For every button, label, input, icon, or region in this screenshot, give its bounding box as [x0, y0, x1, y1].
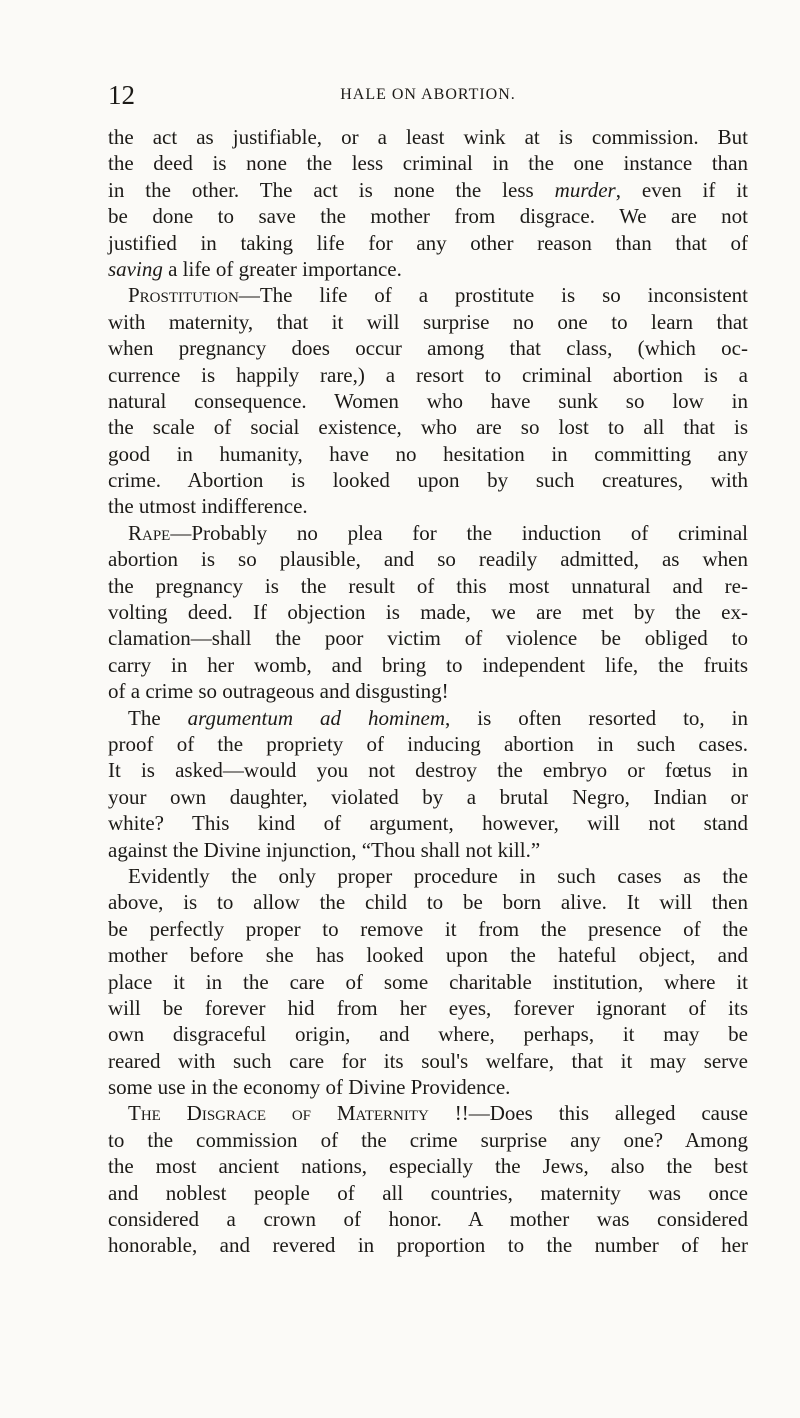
text-line: your own daughter, violated by a brutal Negro, Indian or — [108, 784, 748, 809]
text-line: natural consequence. Women who have sunk so low in — [108, 388, 748, 413]
text-line: currence is happily rare,) a resort to criminal abortion is a — [108, 362, 748, 387]
section-heading-prostitution: Prostitution — [128, 283, 239, 308]
section-heading-disgrace: The Disgrace of Maternity ! — [128, 1101, 462, 1126]
text-line: The Disgrace of Maternity !!—Does this alleged cause — [128, 1101, 748, 1126]
text-line: of a crime so outrageous and disgusting! — [108, 679, 449, 704]
text-line: white? This kind of argument, however, will not stand — [108, 811, 748, 836]
text-line: the deed is none the less criminal in the one instance than — [108, 151, 748, 176]
text-line: be perfectly proper to remove it from the presence of the — [108, 916, 748, 941]
page-header — [108, 80, 748, 112]
text-line: considered a crown of honor. A mother was considered — [108, 1207, 748, 1232]
text-line: in the other. The act is none the less murder, even if it — [108, 177, 749, 202]
text-line: the pregnancy is the result of this most unnatural and re- — [108, 573, 748, 598]
text-line: above, is to allow the child to be born alive. It will then — [108, 890, 748, 915]
text-line: justified in taking life for any other reason than that of — [108, 230, 748, 255]
text-line: volting deed. If objection is made, we are met by the ex- — [108, 600, 748, 625]
text-line: will be forever hid from her eyes, forever ignorant of its — [108, 995, 748, 1020]
text-line: saving a life of greater importance. — [108, 256, 402, 281]
text-line: mother before she has looked upon the hateful object, and — [108, 943, 748, 968]
text-line: Prostitution—The life of a prostitute is so inconsistent — [128, 283, 748, 308]
text-line: place it in the care of some charitable institution, where it — [108, 969, 748, 994]
text-line: the most ancient nations, especially the Jews, also the best — [108, 1154, 748, 1179]
text-line: crime. Abortion is looked upon by such creatures, with — [108, 468, 748, 493]
text-line: carry in her womb, and bring to independent life, the fruits — [108, 652, 748, 677]
text-line: against the Divine injunction, “Thou shall not kill.” — [108, 837, 541, 862]
running-title: HALE ON ABORTION. — [340, 86, 516, 103]
text-line: good in humanity, have no hesitation in committing any — [108, 441, 748, 466]
text-line: the utmost indifference. — [108, 494, 308, 519]
body-text — [108, 124, 748, 1259]
text-line: clamation—shall the poor victim of violence be obliged to — [108, 626, 748, 651]
text-line: honorable, and revered in proportion to the number of her — [108, 1233, 748, 1258]
text-line: the scale of social existence, who are so lost to all that is — [108, 415, 748, 440]
text-line: The argumentum ad hominem, is often resorted to, in — [128, 705, 748, 730]
emphasis-murder: murder — [554, 177, 616, 202]
emphasis-saving: saving — [108, 256, 163, 281]
text-line: reared with such care for its soul's welfare, that it may serve — [108, 1048, 748, 1073]
text-line: and noblest people of all countries, maternity was once — [108, 1180, 748, 1205]
text-line: when pregnancy does occur among that class, (which oc- — [108, 336, 748, 361]
text-line: with maternity, that it will surprise no one to learn that — [108, 309, 748, 334]
text-line: It is asked—would you not destroy the embryo or fœtus in — [108, 758, 748, 783]
page-number: 12 — [108, 80, 135, 110]
text-line: Rape—Probably no plea for the induction of criminal — [128, 520, 748, 545]
text-line: own disgraceful origin, and where, perhaps, it may be — [108, 1022, 748, 1047]
text-line: abortion is so plausible, and so readily admitted, as when — [108, 547, 748, 572]
text-line: Evidently the only proper procedure in such cases as the — [128, 863, 748, 888]
text-line: to the commission of the crime surprise any one? Among — [108, 1127, 748, 1152]
text-line: the act as justifiable, or a least wink at is commission. But — [108, 125, 748, 149]
text-line: some use in the economy of Divine Providence. — [108, 1075, 511, 1100]
text-line: proof of the propriety of inducing abortion in such cases. — [108, 731, 748, 756]
text-line: be done to save the mother from disgrace. We are not — [108, 204, 748, 229]
emphasis-argumentum: argumentum ad hominem — [187, 705, 446, 730]
section-heading-rape: Rape — [128, 520, 171, 545]
